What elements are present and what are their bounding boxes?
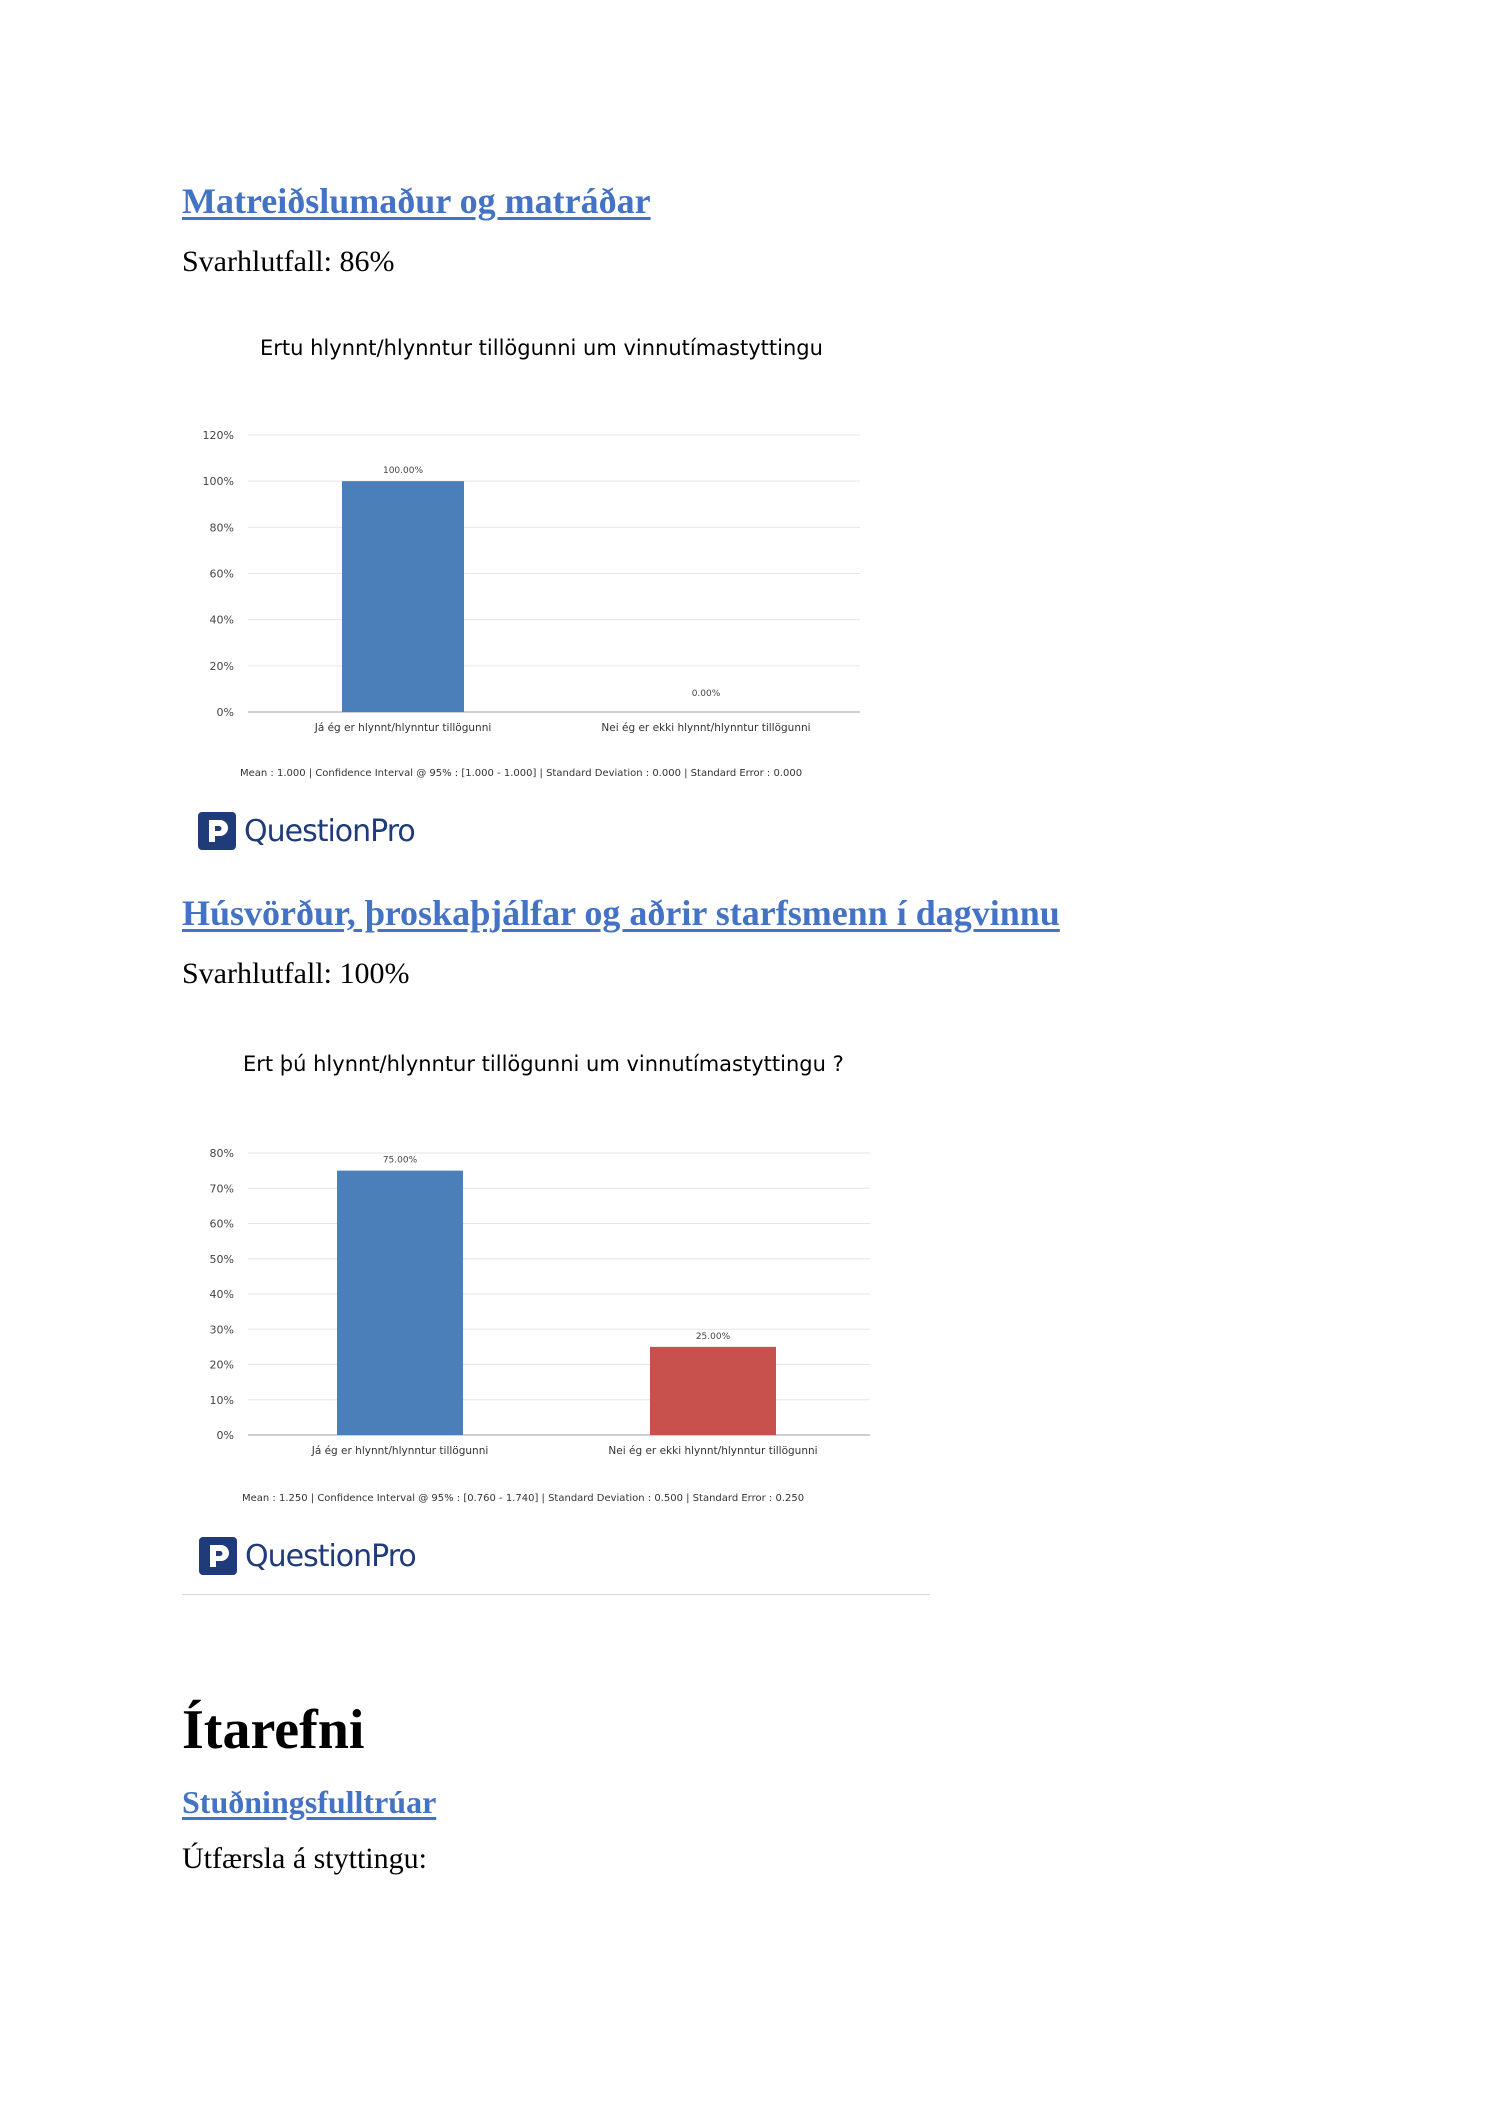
- y-tick-label: 60%: [209, 1217, 234, 1231]
- bar-1: [337, 1171, 463, 1435]
- x-tick-label: Nei ég er ekki hlynnt/hlynntur tillögunni: [601, 722, 811, 734]
- y-tick-label: 0%: [216, 1429, 234, 1442]
- data-label: 0.00%: [691, 689, 721, 699]
- data-label: 25.00%: [695, 1331, 731, 1342]
- bar-1: [342, 481, 464, 712]
- utfaersla-text: Útfærsla á styttingu:: [182, 1842, 427, 1875]
- response-rate-1: Svarhlutfall: 86%: [182, 245, 395, 278]
- y-tick-label: 70%: [209, 1182, 234, 1196]
- itarefni-heading: Ítarefni: [182, 1699, 365, 1761]
- chart-1-stats: Mean : 1.000 | Confidence Interval @ 95% : [1.000 - 1.000] | Standard Deviation : 0.000 | Standard Error : 0.000: [240, 768, 803, 779]
- chart-2: [180, 1133, 890, 1478]
- y-tick-label: 50%: [209, 1252, 234, 1266]
- chart-1-title: Ertu hlynnt/hlynntur tillögunni um vinnutímastyttingu: [260, 336, 823, 360]
- y-tick-label: 30%: [209, 1323, 234, 1337]
- chart-1: [180, 415, 880, 745]
- y-tick-label: 0%: [216, 706, 234, 719]
- y-tick-label: 10%: [209, 1393, 234, 1407]
- y-tick-label: 120%: [202, 429, 234, 442]
- x-tick-label: Já ég er hlynnt/hlynntur tillögunni: [311, 1445, 489, 1457]
- y-tick-label: 20%: [209, 1358, 234, 1372]
- section-heading-husvordur[interactable]: Húsvörður, þroskaþjálfar og aðrir starfsmenn í dagvinnu: [182, 893, 1060, 933]
- data-label: 75.00%: [382, 1155, 418, 1166]
- chart-2-stats: Mean : 1.250 | Confidence Interval @ 95% : [0.760 - 1.740] | Standard Deviation : 0.500 | Standard Error : 0.250: [242, 1493, 805, 1504]
- y-tick-label: 80%: [209, 521, 234, 535]
- x-tick-label: Nei ég er ekki hlynnt/hlynntur tillögunni: [608, 1445, 818, 1457]
- divider: [182, 1594, 930, 1595]
- questionpro-logo-text: QuestionPro: [245, 1538, 416, 1574]
- chart-2-title: Ert þú hlynnt/hlynntur tillögunni um vinnutímastyttingu ?: [243, 1052, 844, 1076]
- y-tick-label: 100%: [202, 475, 234, 489]
- y-tick-label: 20%: [209, 659, 234, 673]
- bar-2: [650, 1347, 776, 1435]
- questionpro-logo-icon: [198, 812, 236, 850]
- questionpro-logo-icon: [199, 1537, 237, 1575]
- questionpro-logo-text: QuestionPro: [244, 813, 415, 849]
- section-heading-matreidslumadur[interactable]: Matreiðslumaður og matráðar: [182, 181, 651, 221]
- x-tick-label: Já ég er hlynnt/hlynntur tillögunni: [314, 722, 492, 734]
- y-tick-label: 40%: [209, 613, 234, 627]
- y-tick-label: 60%: [209, 567, 234, 581]
- questionpro-logo-2: [199, 1537, 416, 1575]
- data-label: 100.00%: [382, 466, 424, 477]
- y-tick-label: 80%: [209, 1147, 234, 1160]
- response-rate-2: Svarhlutfall: 100%: [182, 957, 410, 990]
- questionpro-logo-1: [198, 812, 415, 850]
- studningsfulltruar-link[interactable]: Stuðningsfulltrúar: [182, 1784, 437, 1820]
- y-tick-label: 40%: [209, 1288, 234, 1301]
